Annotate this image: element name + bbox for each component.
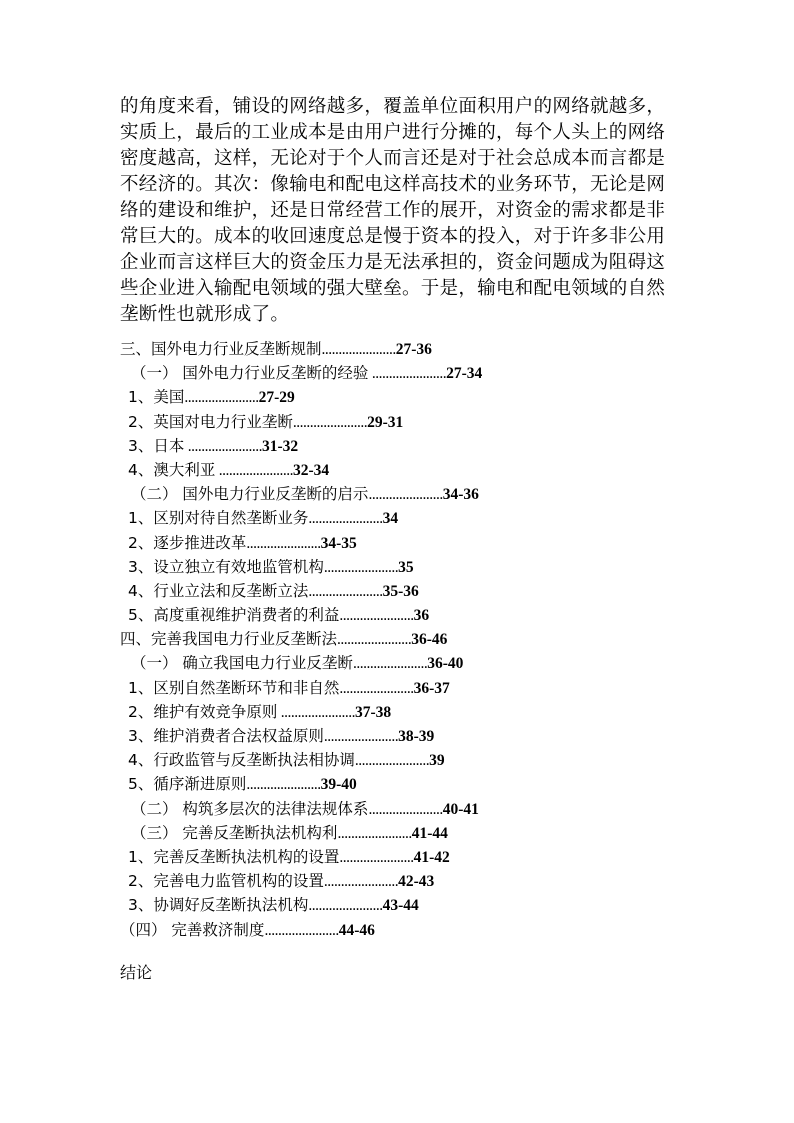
- toc-entry-title: 1、区别自然垄断环节和非自然: [128, 678, 340, 697]
- toc-leader-dots: ......................: [368, 365, 447, 383]
- paragraph-line: 常巨大的。成本的收回速度总是慢于资本的投入，对于许多非公用: [120, 226, 666, 247]
- table-of-contents: [0, 337, 794, 942]
- toc-entry-title: 2、完善电力监管机构的设置: [128, 872, 324, 891]
- toc-entry[interactable]: [0, 797, 794, 821]
- toc-entry-title: 三、国外电力行业反垄断规制: [120, 340, 322, 358]
- paragraph-line: 些企业进入输配电领域的强大壁垒。于是，输电和配电领域的自然: [120, 278, 666, 299]
- toc-page-range: 43-44: [382, 897, 419, 915]
- toc-entry-title: 四、完善我国电力行业反垄断法: [120, 630, 338, 649]
- paragraph-line: 垄断性也就形成了。: [120, 304, 290, 325]
- toc-leader-dots: ......................: [308, 582, 383, 600]
- toc-entry[interactable]: [0, 918, 794, 942]
- toc-page-range: 34-35: [320, 534, 357, 552]
- toc-page-range: 42-43: [398, 873, 435, 891]
- toc-entry[interactable]: [0, 845, 794, 869]
- paragraph-line: 实质上，最后的工业成本是由用户进行分摊的，每个人头上的网络: [120, 122, 666, 143]
- toc-entry[interactable]: [0, 361, 794, 385]
- toc-leader-dots: ......................: [264, 921, 339, 939]
- toc-entry-title: 1、区别对待自然垄断业务: [128, 509, 309, 528]
- toc-leader-dots: ......................: [308, 897, 383, 915]
- toc-entry[interactable]: [0, 482, 794, 506]
- toc-page-range: 27-29: [258, 389, 295, 407]
- toc-entry[interactable]: [0, 748, 794, 772]
- toc-entry-title: 2、维护有效竞争原则: [128, 702, 278, 721]
- toc-entry-title: 3、设立独立有效地监管机构: [128, 557, 324, 576]
- toc-entry[interactable]: [0, 531, 794, 555]
- toc-entry-title: 3、日本: [128, 436, 185, 455]
- toc-page-range: 37-38: [355, 703, 392, 721]
- toc-entry-title: （三） 完善反垄断执法机构利: [131, 823, 338, 842]
- toc-page-range: 34: [382, 510, 399, 528]
- toc-entry[interactable]: [0, 579, 794, 603]
- toc-page-range: 29-31: [367, 413, 404, 431]
- toc-leader-dots: ......................: [184, 437, 262, 455]
- toc-page-range: 38-39: [398, 728, 435, 745]
- toc-entry[interactable]: [0, 410, 794, 434]
- toc-page-range: 35-36: [382, 582, 419, 600]
- toc-entry[interactable]: [0, 700, 794, 724]
- toc-page-range: 27-36: [395, 341, 432, 358]
- toc-page-range: 31-32: [262, 437, 299, 455]
- toc-page-range: 32-34: [293, 461, 330, 479]
- toc-entry-title: （一） 国外电力行业反垄断的经验: [131, 364, 369, 383]
- paragraph-line: 密度越高，这样，无论对于个人而言还是对于社会总成本而言都是: [120, 148, 666, 169]
- toc-leader-dots: ......................: [339, 679, 414, 697]
- paragraph-line: 络的建设和维护，还是日常经营工作的展开，对资金的需求都是非: [120, 200, 666, 221]
- toc-page-range: 40-41: [442, 800, 479, 818]
- toc-page-range: 44-46: [338, 921, 375, 939]
- toc-leader-dots: ......................: [292, 413, 368, 431]
- toc-leader-dots: ......................: [354, 752, 430, 770]
- conclusion-heading: 结论: [120, 963, 153, 982]
- toc-page-range: 34-36: [442, 486, 479, 504]
- toc-leader-dots: ......................: [246, 534, 321, 552]
- toc-page-range: 36: [413, 607, 430, 625]
- toc-page-range: 39-40: [320, 776, 357, 794]
- toc-leader-dots: ......................: [323, 558, 399, 576]
- toc-entry-title: 2、英国对电力行业垄断: [128, 412, 293, 431]
- toc-page-range: 41-44: [411, 824, 448, 842]
- toc-leader-dots: ......................: [184, 389, 259, 407]
- paragraph-line: 的角度来看，铺设的网络越多，覆盖单位面积用户的网络就越多，: [120, 96, 666, 117]
- toc-entry[interactable]: [0, 555, 794, 579]
- toc-entry-title: （一） 确立我国电力行业反垄断: [131, 654, 353, 673]
- toc-entry-title: 4、澳大利亚: [128, 460, 216, 479]
- toc-page-range: 36-37: [413, 679, 450, 697]
- body-paragraph: [120, 94, 680, 328]
- toc-entry[interactable]: [0, 724, 794, 748]
- toc-leader-dots: ......................: [323, 728, 399, 745]
- toc-entry-title: 2、逐步推进改革: [128, 533, 247, 552]
- toc-entry[interactable]: [0, 385, 794, 409]
- toc-page-range: 41-42: [413, 848, 450, 866]
- toc-entry-title: 1、美国: [128, 388, 185, 407]
- toc-entry[interactable]: [0, 434, 794, 458]
- toc-entry[interactable]: [0, 676, 794, 700]
- toc-entry-title: 3、维护消费者合法权益原则: [128, 727, 324, 745]
- toc-entry-title: 3、协调好反垄断执法机构: [128, 896, 309, 915]
- toc-leader-dots: ......................: [352, 655, 428, 673]
- toc-entry-title: 5、循序渐进原则: [128, 775, 247, 794]
- toc-page-range: 35: [398, 558, 414, 576]
- toc-leader-dots: ......................: [323, 873, 399, 891]
- toc-entry[interactable]: [0, 627, 794, 651]
- toc-entry[interactable]: [0, 506, 794, 530]
- toc-entry[interactable]: [0, 603, 794, 627]
- toc-leader-dots: ......................: [337, 824, 412, 842]
- toc-leader-dots: ......................: [339, 607, 414, 625]
- toc-entry-title: （四） 完善救济制度: [120, 920, 265, 939]
- paragraph-line: 企业而言这样巨大的资金压力是无法承担的，资金问题成为阻碍这: [120, 252, 666, 273]
- toc-entry-title: 5、高度重视维护消费者的利益: [128, 606, 340, 625]
- toc-page-range: 39: [429, 752, 445, 770]
- toc-entry[interactable]: [0, 458, 794, 482]
- toc-leader-dots: ......................: [308, 510, 383, 528]
- toc-entry[interactable]: [0, 893, 794, 917]
- toc-page-range: 27-34: [446, 365, 483, 383]
- toc-leader-dots: ......................: [321, 341, 396, 358]
- toc-entry-title: （二） 构筑多层次的法律法规体系: [131, 799, 369, 818]
- toc-page-range: 36-40: [427, 655, 464, 673]
- paragraph-line: 不经济的。其次：像输电和配电这样高技术的业务环节，无论是网: [120, 174, 666, 195]
- toc-page-range: 36-46: [411, 631, 448, 649]
- toc-leader-dots: ......................: [215, 461, 293, 479]
- toc-entry-title: 4、行政监管与反垄断执法相协调: [128, 751, 355, 770]
- toc-entry-title: 1、完善反垄断执法机构的设置: [128, 847, 340, 866]
- toc-entry[interactable]: [0, 821, 794, 845]
- toc-entry-title: （二） 国外电力行业反垄断的启示: [131, 485, 369, 504]
- toc-leader-dots: ......................: [368, 800, 443, 818]
- toc-entry-title: 4、行业立法和反垄断立法: [128, 581, 309, 600]
- toc-leader-dots: ......................: [277, 703, 355, 721]
- toc-entry[interactable]: [0, 869, 794, 893]
- toc-entry[interactable]: [0, 651, 794, 675]
- toc-entry[interactable]: [0, 772, 794, 796]
- toc-leader-dots: ......................: [368, 486, 443, 504]
- toc-leader-dots: ......................: [339, 848, 414, 866]
- toc-entry[interactable]: [0, 337, 794, 361]
- toc-leader-dots: ......................: [246, 776, 321, 794]
- toc-leader-dots: ......................: [337, 631, 412, 649]
